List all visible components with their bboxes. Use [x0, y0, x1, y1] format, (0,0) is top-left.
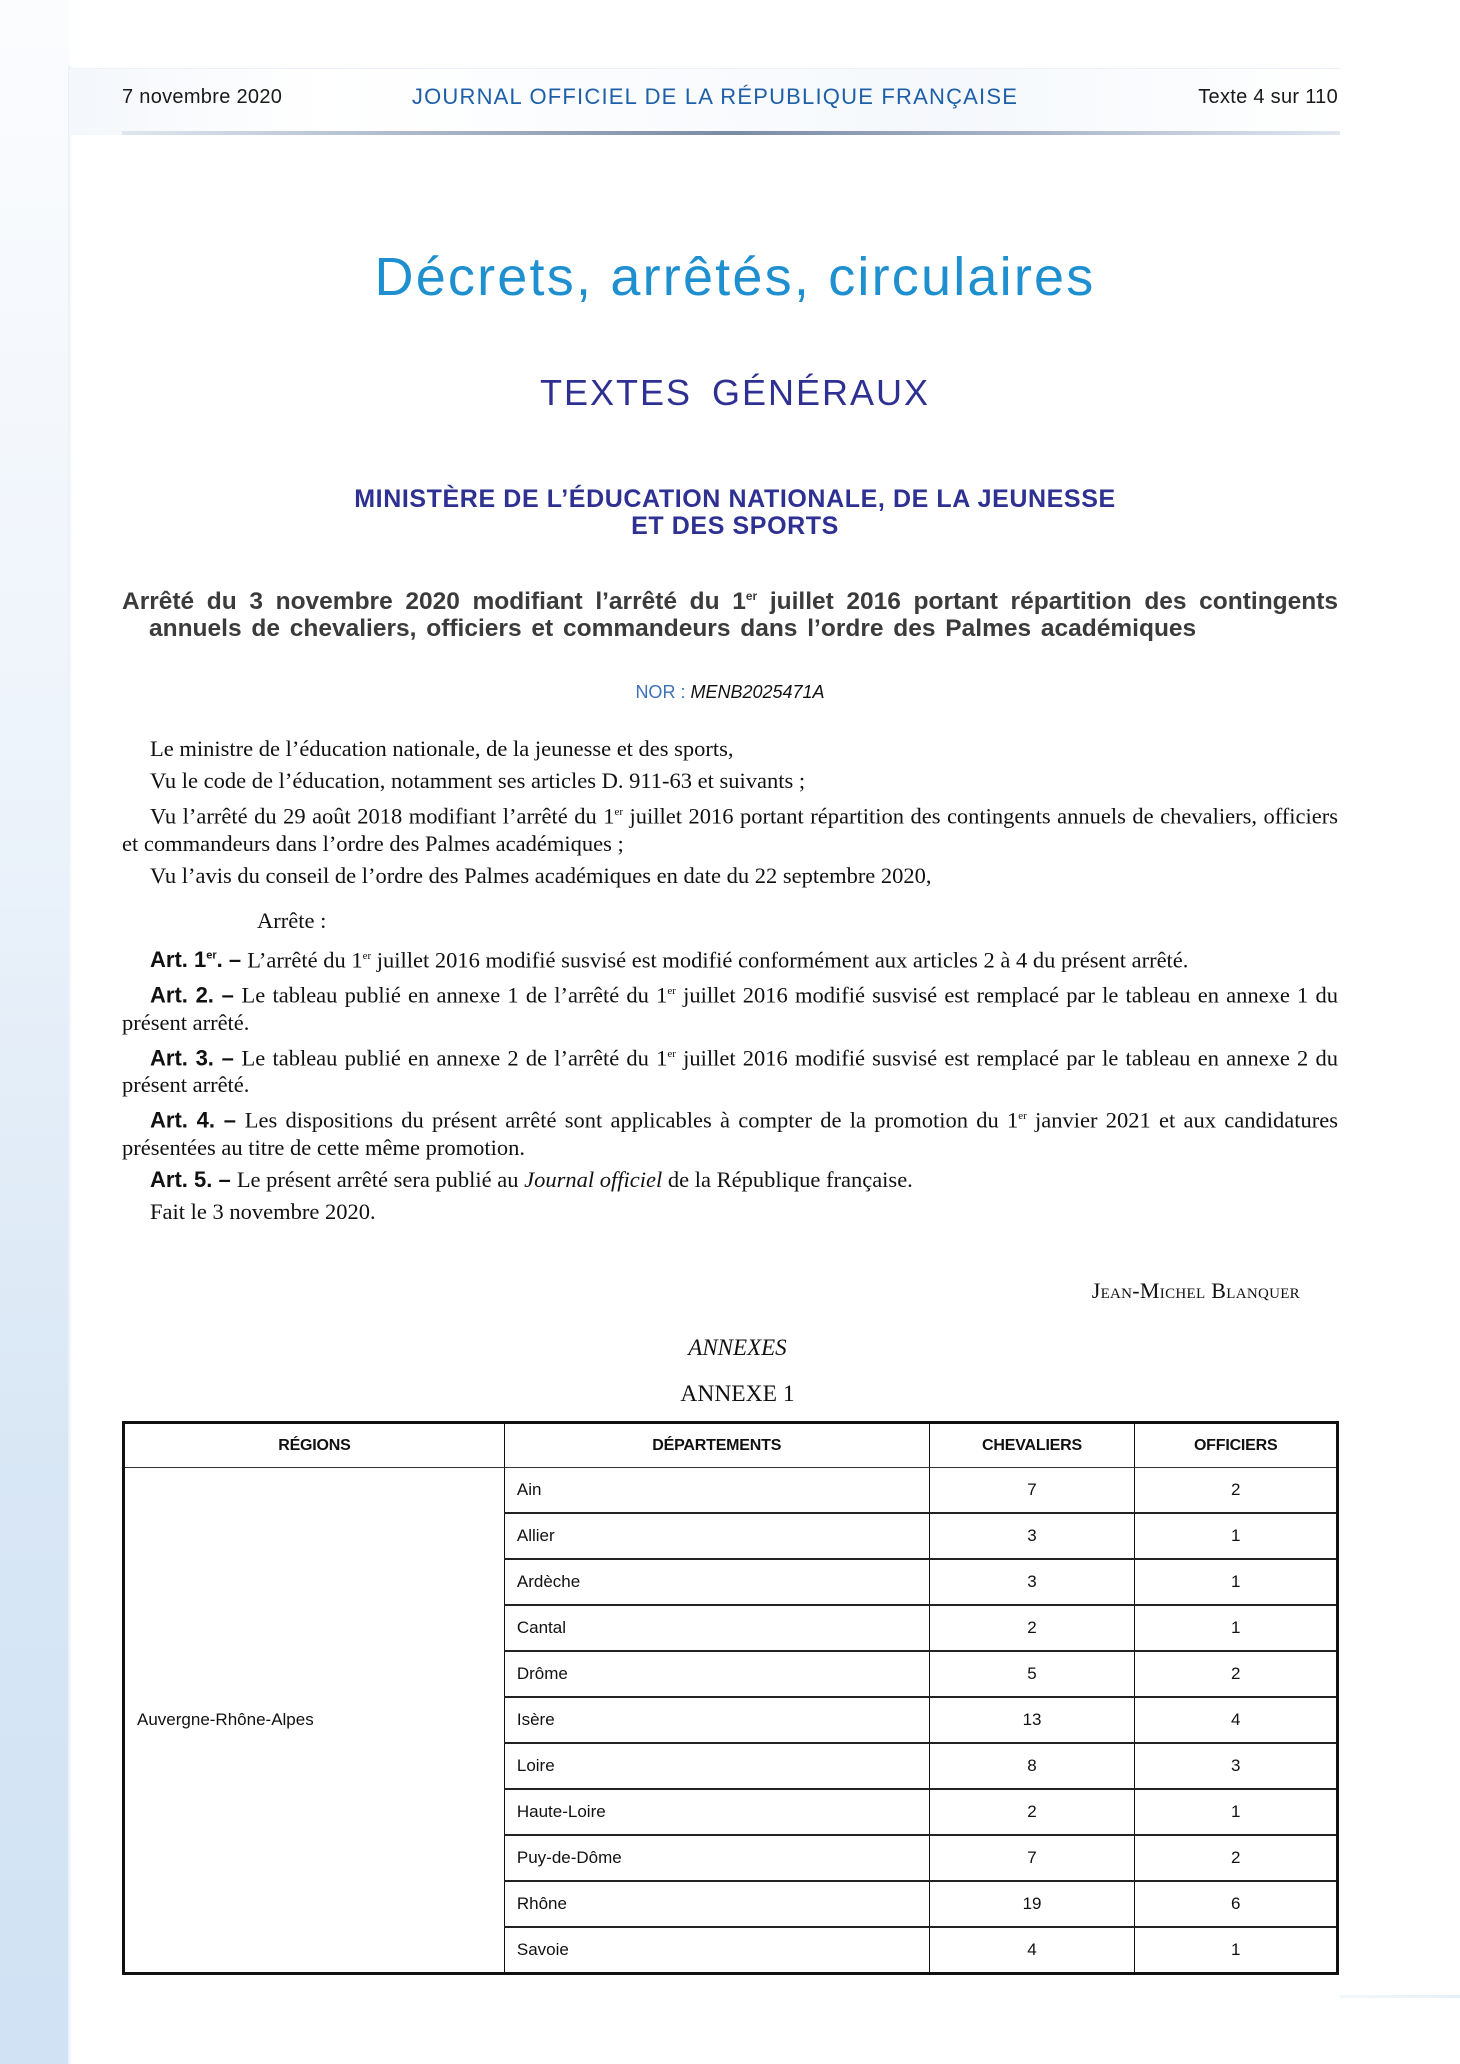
chevaliers-cell: 4: [929, 1927, 1135, 1974]
preamble: [122, 735, 1338, 1230]
article-2-label: Art. 2. –: [150, 982, 242, 1008]
officiers-cell: 2: [1135, 1835, 1338, 1881]
nor-reference: [0, 682, 1460, 703]
article-5: [122, 1166, 1338, 1193]
chevaliers-cell: 8: [929, 1743, 1135, 1789]
article-5-label: Art. 5. –: [150, 1166, 237, 1192]
chevaliers-cell: 2: [929, 1789, 1135, 1835]
article-3: [122, 1041, 1338, 1099]
article-2: [122, 978, 1338, 1036]
article-4-label: Art. 4. –: [150, 1107, 245, 1133]
officiers-cell: 6: [1135, 1881, 1338, 1927]
departement-cell: Rhône: [504, 1881, 929, 1927]
article-2-text-a: Le tableau publié en annexe 1 de l’arrêté du 1: [241, 982, 668, 1008]
officiers-cell: 1: [1135, 1513, 1338, 1559]
article-1-text-sup: er: [362, 949, 372, 962]
nor-label: NOR :: [635, 682, 691, 702]
article-3-text-a: Le tableau publié en annexe 2 de l’arrêté du 1: [241, 1045, 668, 1070]
article-4-text-b: janvier 2021 et aux candidatures présentées au titre de cette même promotion.: [122, 1107, 1339, 1160]
table-header-row: [124, 1423, 1338, 1468]
article-5-journal-officiel: Journal officiel: [524, 1166, 663, 1192]
done-at: Fait le 3 novembre 2020.: [150, 1198, 376, 1224]
chevaliers-cell: 19: [929, 1881, 1135, 1927]
ministry-line-2: ET DES SPORTS: [631, 512, 839, 540]
section-heading: TEXTES GÉNÉRAUX: [539, 372, 931, 413]
header-date: 7 novembre 2020: [122, 86, 283, 108]
article-4: [122, 1103, 1338, 1161]
article-2-text-b: juillet 2016 modifié susvisé est remplacé par le tableau en annexe 1 du présent arrêté.: [122, 982, 1339, 1035]
table-row: [124, 1468, 1338, 1514]
article-3-text-b: juillet 2016 modifié susvisé est remplacé par le tableau en annexe 2 du présent arrêté.: [122, 1045, 1339, 1097]
header-departements: DÉPARTEMENTS: [504, 1423, 929, 1468]
act-title-part-1: Arrêté du 3 novembre 2020 modifiant l’arrêté du 1: [122, 588, 746, 616]
article-3-label: Art. 3. –: [150, 1045, 242, 1070]
arrete-label: Arrête :: [257, 907, 327, 933]
preamble-minister: Le ministre de l’éducation nationale, de la jeunesse et des sports,: [150, 736, 734, 761]
departement-cell: Isère: [504, 1697, 929, 1743]
preamble-vu-2: [122, 799, 1338, 857]
article-1-label-text: Art. 1: [150, 947, 207, 972]
chevaliers-cell: 2: [929, 1605, 1135, 1651]
region-cell: Auvergne-Rhône-Alpes: [124, 1468, 505, 1974]
header-chevaliers: CHEVALIERS: [929, 1423, 1135, 1468]
departement-cell: Savoie: [504, 1927, 929, 1974]
officiers-cell: 1: [1135, 1927, 1338, 1974]
nor-value: MENB2025471A: [690, 682, 825, 702]
article-1-label-end: . –: [216, 947, 248, 972]
departement-cell: Cantal: [504, 1605, 929, 1651]
departement-cell: Drôme: [504, 1651, 929, 1697]
preamble-vu-2-b: juillet 2016 portant répartition des contingents annuels de chevaliers, officiers et commandeurs dans l’ordre des Palmes académiques ;: [122, 803, 1339, 856]
departement-cell: Haute-Loire: [504, 1789, 929, 1835]
chevaliers-cell: 3: [929, 1513, 1135, 1559]
article-1-label: [150, 947, 247, 972]
officiers-cell: 1: [1135, 1559, 1338, 1605]
annexes-title: ANNEXES: [688, 1335, 787, 1360]
page-edge: [68, 66, 72, 2064]
preamble-vu-1: Vu le code de l’éducation, notamment ses articles D. 911-63 et suivants ;: [150, 768, 806, 793]
header-journal-title: JOURNAL OFFICIEL DE LA RÉPUBLIQUE FRANÇAISE: [411, 84, 1019, 109]
act-title-sup: er: [745, 589, 758, 603]
officiers-cell: 4: [1135, 1697, 1338, 1743]
chevaliers-cell: 13: [929, 1697, 1135, 1743]
annexe-1-table: [122, 1421, 1339, 1975]
left-margin-band: [0, 0, 70, 2064]
act-title-part-2: juillet 2016 portant répartition des contingents annuels de chevaliers, officiers et commandeurs dans l’ordre des Palmes académiques: [149, 588, 1339, 643]
chevaliers-cell: 3: [929, 1559, 1135, 1605]
officiers-cell: 1: [1135, 1789, 1338, 1835]
chevaliers-cell: 5: [929, 1651, 1135, 1697]
article-4-text-sup: er: [1018, 1110, 1027, 1122]
preamble-vu-2-a: Vu l’arrêté du 29 août 2018 modifiant l’arrêté du 1: [150, 803, 615, 829]
ministry-heading: [0, 486, 1460, 540]
article-1-text-a: L’arrêté du 1: [247, 947, 363, 972]
chevaliers-cell: 7: [929, 1468, 1135, 1514]
main-heading: Décrets, arrêtés, circulaires: [374, 247, 1096, 307]
article-3-text-sup: er: [667, 1047, 676, 1060]
ministry-line-1: MINISTÈRE DE L’ÉDUCATION NATIONALE, DE LA JEUNESSE: [354, 485, 1116, 513]
page-footer-fade: [1340, 1995, 1460, 1998]
article-5-text-b: de la République française.: [662, 1166, 913, 1192]
preamble-vu-3: Vu l’avis du conseil de l’ordre des Palmes académiques en date du 22 septembre 2020,: [150, 862, 932, 888]
header-regions: RÉGIONS: [124, 1423, 505, 1468]
departement-cell: Ardèche: [504, 1559, 929, 1605]
act-title: [122, 583, 1338, 642]
article-1-label-sup: er: [206, 949, 217, 962]
signature: Jean-Michel Blanquer: [1091, 1278, 1300, 1303]
departement-cell: Ain: [504, 1468, 929, 1514]
article-5-text-a: Le présent arrêté sera publié au: [236, 1166, 525, 1192]
header-page-info: Texte 4 sur 110: [1198, 86, 1338, 108]
header-divider: [122, 131, 1340, 135]
officiers-cell: 1: [1135, 1605, 1338, 1651]
departement-cell: Allier: [504, 1513, 929, 1559]
header-officiers: OFFICIERS: [1135, 1423, 1338, 1468]
preamble-vu-2-sup: er: [614, 806, 624, 818]
officiers-cell: 2: [1135, 1468, 1338, 1514]
annexe-1-title: ANNEXE 1: [680, 1381, 795, 1407]
officiers-cell: 3: [1135, 1743, 1338, 1789]
article-1: [122, 943, 1338, 974]
article-1-text-b: juillet 2016 modifié susvisé est modifié conformément aux articles 2 à 4 du présent arrêté.: [371, 947, 1189, 972]
table-body: [124, 1468, 1338, 1974]
chevaliers-cell: 7: [929, 1835, 1135, 1881]
article-4-text-a: Les dispositions du présent arrêté sont applicables à compter de la promotion du 1: [244, 1107, 1019, 1133]
article-2-text-sup: er: [667, 985, 676, 997]
departement-cell: Loire: [504, 1743, 929, 1789]
officiers-cell: 2: [1135, 1651, 1338, 1697]
departement-cell: Puy-de-Dôme: [504, 1835, 929, 1881]
